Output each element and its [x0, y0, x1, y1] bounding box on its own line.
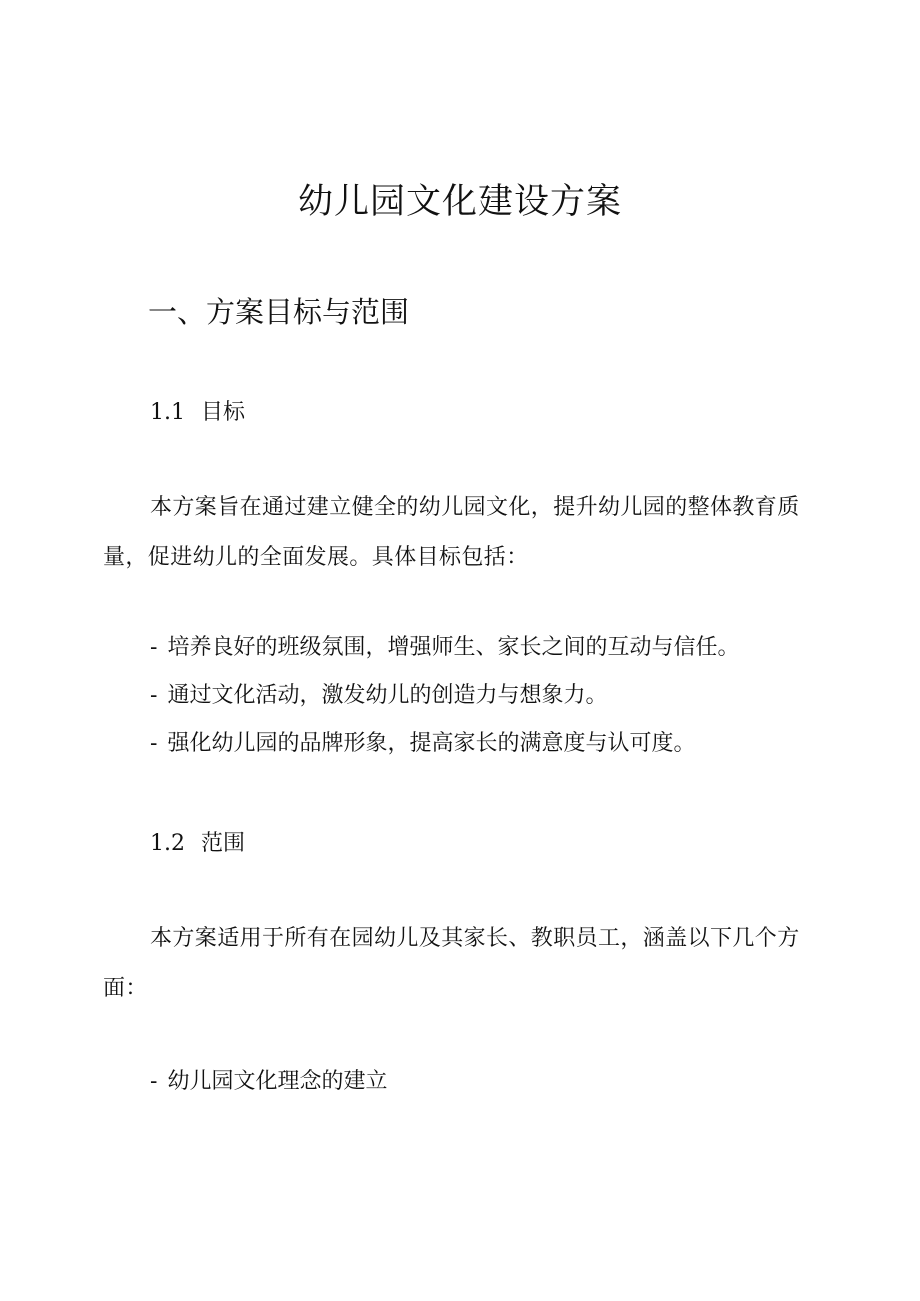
section-heading: 一、方案目标与范围: [148, 295, 410, 329]
list-item-text: 强化幼儿园的品牌形象，提高家长的满意度与认可度。: [167, 731, 696, 756]
goal-paragraph: 本方案旨在通过建立健全的幼儿园文化，提升幼儿园的整体教育质量，促进幼儿的全面发展。具体目标包括：: [103, 495, 800, 570]
list-item: [150, 720, 739, 768]
scope-paragraph: 本方案适用于所有在园幼儿及其家长、教职员工，涵盖以下几个方面：: [103, 926, 800, 1001]
subsection-label: 范围: [201, 831, 246, 856]
list-item: [150, 1058, 387, 1106]
bullet-dash: -: [150, 683, 158, 708]
list-item: [150, 624, 739, 672]
bullet-dash: -: [150, 1069, 158, 1094]
bullet-dash: -: [150, 731, 158, 756]
subsection-number: 1.2: [150, 831, 185, 856]
document-title: 幼儿园文化建设方案: [297, 182, 622, 222]
list-item: [150, 672, 739, 720]
scope-list: [150, 1058, 387, 1106]
list-item-text: 通过文化活动，激发幼儿的创造力与想象力。: [167, 683, 608, 708]
list-item-text: 培养良好的班级氛围，增强师生、家长之间的互动与信任。: [167, 635, 740, 660]
subsection-number: 1.1: [150, 400, 185, 425]
bullet-dash: -: [150, 635, 158, 660]
subsection-label: 目标: [201, 400, 246, 425]
list-item-text: 幼儿园文化理念的建立: [167, 1069, 388, 1094]
subsection-heading-scope: [150, 829, 245, 859]
goal-list: [150, 624, 739, 768]
subsection-heading-goal: [150, 398, 245, 428]
